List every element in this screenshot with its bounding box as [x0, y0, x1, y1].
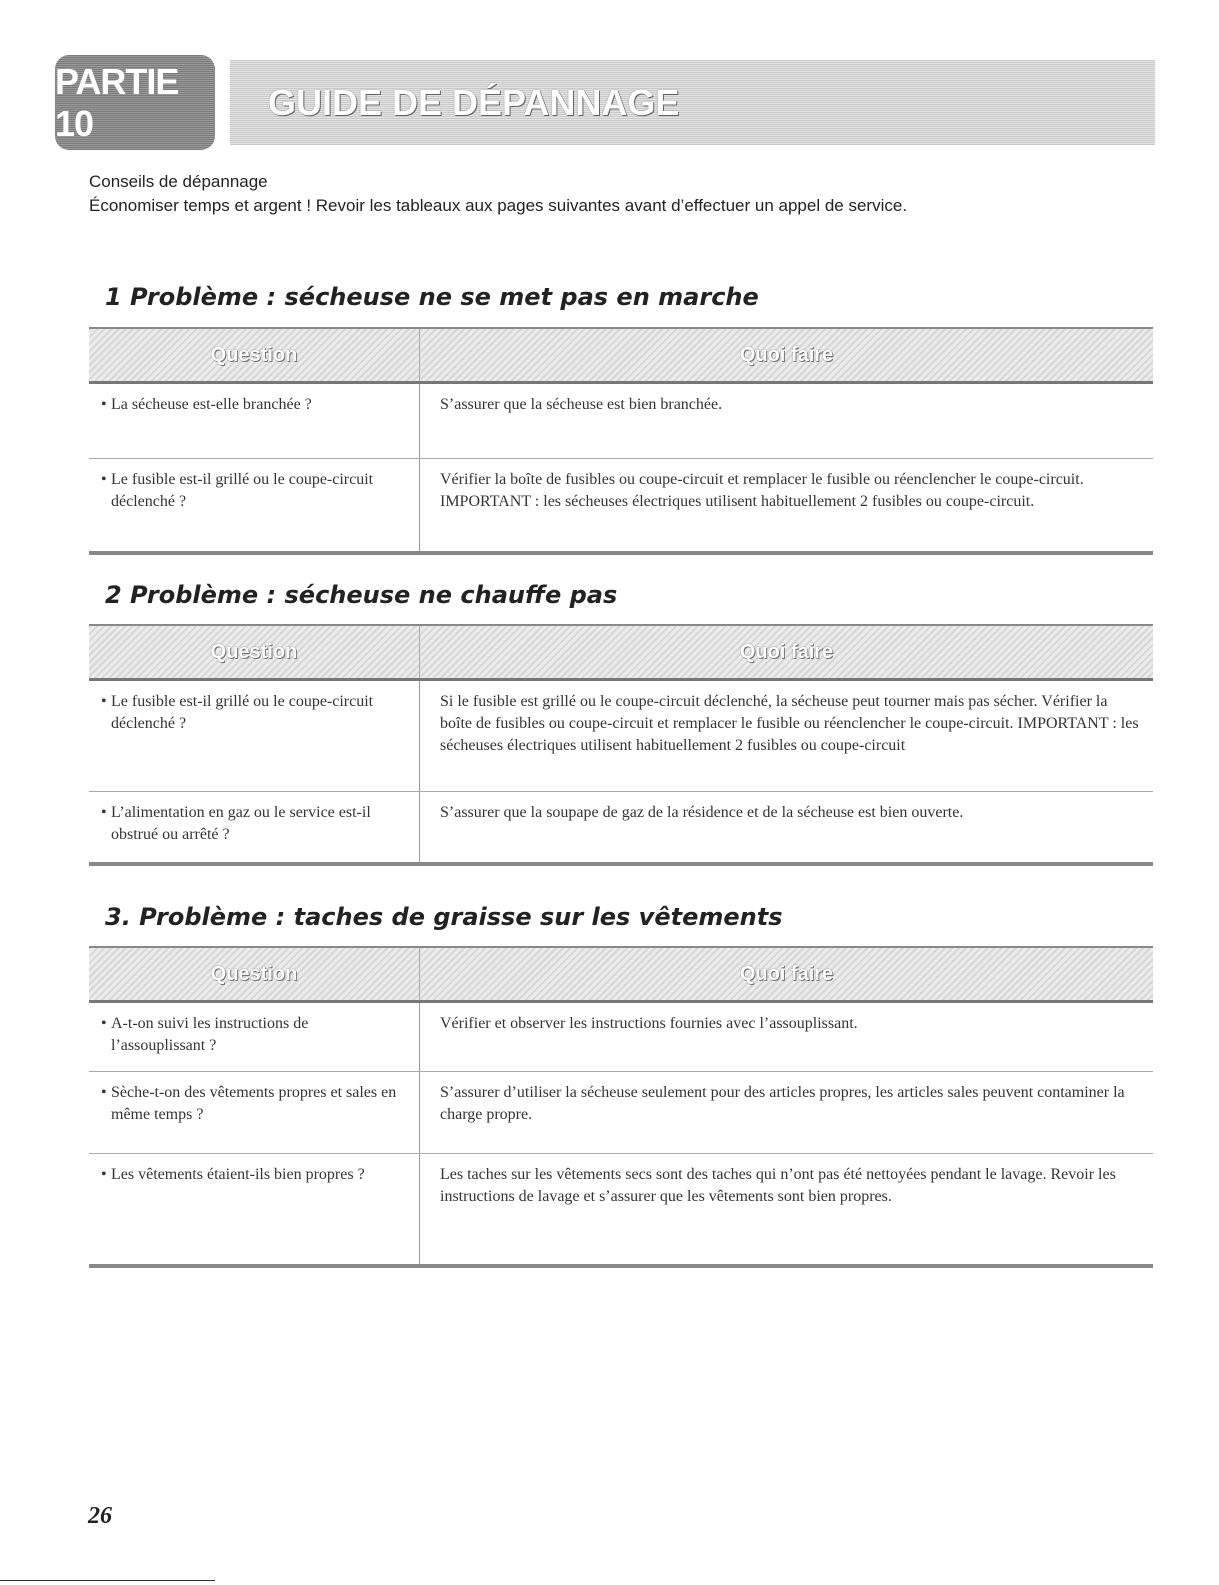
question-text: A-t-on suivi les instructions de l’assouplissant ?	[111, 1015, 309, 1054]
question-text: Les vêtements étaient-ils bien propres ?	[111, 1166, 365, 1183]
section-title-3: 3. Problème : taches de graisse sur les vêtements	[105, 903, 783, 931]
answer-cell: Vérifier et observer les instructions fournies avec l’assouplissant.	[420, 1002, 1154, 1072]
page-title: GUIDE DE DÉPANNAGE	[268, 81, 680, 123]
column-header-question: Question	[89, 625, 420, 680]
section-title-2: 2 Problème : sécheuse ne chauffe pas	[105, 581, 618, 609]
troubleshooting-table-3	[89, 946, 1153, 1268]
bullet-icon: •	[101, 1166, 107, 1183]
question-cell	[89, 459, 420, 553]
bullet-icon: •	[101, 804, 107, 821]
table-row	[89, 1154, 1153, 1266]
question-text: Le fusible est-il grillé ou le coupe-circuit déclenché ?	[111, 471, 374, 510]
question-text: L’alimentation en gaz ou le service est-il obstrué ou arrêté ?	[111, 804, 371, 843]
intro-text: Économiser temps et argent ! Revoir les tableaux aux pages suivantes avant d’effectuer un appel de service.	[89, 196, 908, 215]
column-header-question: Question	[89, 328, 420, 383]
bullet-icon: •	[101, 471, 107, 488]
answer-cell: Vérifier la boîte de fusibles ou coupe-circuit et remplacer le fusible ou réenclencher le coupe-circuit. IMPORTANT : les sécheuses électriques utilisent habituellement 2 fusibles ou coupe-circuit.	[420, 459, 1154, 553]
question-text: Sèche-t-on des vêtements propres et sales en même temps ?	[111, 1084, 397, 1123]
table-header	[89, 947, 1153, 1002]
table-header	[89, 625, 1153, 680]
part-label: PARTIE 10	[55, 60, 179, 144]
part-badge	[55, 55, 215, 150]
column-header-answer: Quoi faire	[420, 625, 1154, 680]
intro	[89, 170, 1089, 218]
table-row	[89, 680, 1153, 792]
table-row	[89, 383, 1153, 459]
table-row	[89, 1002, 1153, 1072]
bullet-icon: •	[101, 693, 107, 710]
troubleshooting-table-1	[89, 327, 1153, 555]
question-text: La sécheuse est-elle branchée ?	[111, 396, 312, 413]
answer-cell: Les taches sur les vêtements secs sont des taches qui n’ont pas été nettoyées pendant le lavage. Revoir les instructions de lavage et s’assurer que les vêtements sont bien propres.	[420, 1154, 1154, 1266]
answer-cell: S’assurer d’utiliser la sécheuse seulement pour des articles propres, les articles sales peuvent contaminer la charge propre.	[420, 1072, 1154, 1154]
question-cell	[89, 383, 420, 459]
answer-cell: S’assurer que la soupape de gaz de la résidence et de la sécheuse est bien ouverte.	[420, 792, 1154, 864]
footer-divider	[0, 1580, 215, 1581]
column-header-answer: Quoi faire	[420, 947, 1154, 1002]
question-text: Le fusible est-il grillé ou le coupe-circuit déclenché ?	[111, 693, 374, 732]
column-header-answer: Quoi faire	[420, 328, 1154, 383]
question-cell	[89, 1154, 420, 1266]
answer-cell: S’assurer que la sécheuse est bien branchée.	[420, 383, 1154, 459]
page-number: 26	[88, 1503, 112, 1529]
page-header	[55, 55, 1155, 150]
bullet-icon: •	[101, 1084, 107, 1101]
bullet-icon: •	[101, 396, 107, 413]
bullet-icon: •	[101, 1015, 107, 1032]
answer-cell: Si le fusible est grillé ou le coupe-circuit déclenché, la sécheuse peut tourner mais pas sécher. Vérifier la boîte de fusibles ou coupe-circuit et remplacer le fusible ou réenclencher le coupe-circuit. IMPORTANT : les sécheuses électriques utilisent habituellement 2 fusibles ou coupe-circuit	[420, 680, 1154, 792]
question-cell	[89, 1002, 420, 1072]
question-cell	[89, 792, 420, 864]
table-header	[89, 328, 1153, 383]
question-cell	[89, 1072, 420, 1154]
title-bar	[230, 60, 1155, 145]
table-row	[89, 459, 1153, 553]
question-cell	[89, 680, 420, 792]
column-header-question: Question	[89, 947, 420, 1002]
table-row	[89, 1072, 1153, 1154]
intro-heading: Conseils de dépannage	[89, 172, 268, 191]
section-title-1: 1 Problème : sécheuse ne se met pas en marche	[105, 283, 759, 311]
table-row	[89, 792, 1153, 864]
troubleshooting-table-2	[89, 624, 1153, 866]
